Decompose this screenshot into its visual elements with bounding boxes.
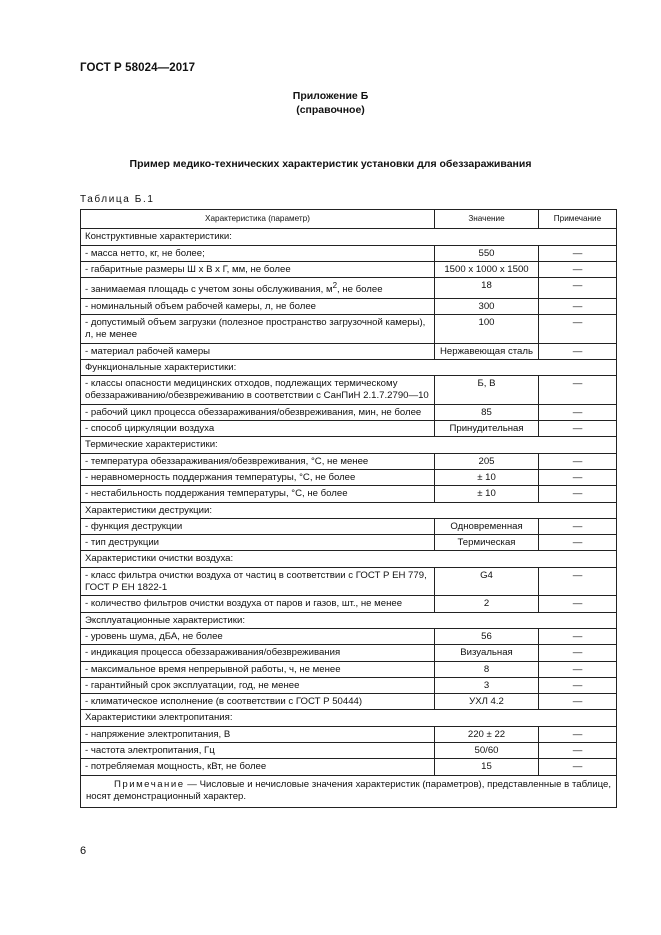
- value-cell: 18: [435, 278, 539, 298]
- characteristic-cell: [81, 535, 435, 551]
- characteristic-label: - неравномерность поддержания температуры, °С, не более: [85, 471, 356, 483]
- note-cell: —: [539, 645, 617, 661]
- unit-superscript: 2: [332, 281, 338, 291]
- value-cell: Термическая: [435, 535, 539, 551]
- characteristic-label: - температура обеззараживания/обезвреживания, °С, не менее: [85, 455, 369, 467]
- characteristic-label: - масса нетто, кг, не более;: [85, 247, 205, 259]
- value-cell: Б, В: [435, 376, 539, 405]
- table-row: [81, 421, 617, 437]
- value-cell: 50/60: [435, 742, 539, 758]
- value-cell: ± 10: [435, 486, 539, 502]
- characteristic-label: - количество фильтров очистки воздуха от паров и газов, шт., не менее: [85, 598, 403, 610]
- value-cell: 220 ± 22: [435, 726, 539, 742]
- table-row: [81, 453, 617, 469]
- table-section-row: [81, 437, 617, 453]
- note-cell: —: [539, 518, 617, 534]
- characteristic-label: - частота электропитания, Гц: [85, 744, 215, 756]
- characteristic-label: - напряжение электропитания, В: [85, 728, 231, 740]
- value-cell: Визуальная: [435, 645, 539, 661]
- note-cell: —: [539, 376, 617, 405]
- characteristic-label: - материал рабочей камеры: [85, 345, 211, 357]
- characteristic-label: - максимальное время непрерывной работы, ч, не менее: [85, 663, 341, 675]
- page-title: Пример медико-технических характеристик установки для обеззараживания: [129, 158, 532, 170]
- characteristics-table: [80, 209, 617, 808]
- characteristic-cell: [81, 726, 435, 742]
- characteristic-cell: [81, 376, 435, 405]
- table-row: [81, 404, 617, 420]
- table-section-row: [81, 710, 617, 726]
- characteristic-cell: [81, 518, 435, 534]
- characteristic-label: - классы опасности медицинских отходов, подлежащих термическому обеззараживанию/обезвреживанию в соответствии с СанПиН 2.1.7.2790—10: [85, 378, 429, 402]
- note-cell: —: [539, 694, 617, 710]
- characteristic-cell: [81, 694, 435, 710]
- characteristic-label: - уровень шума, дБА, не более: [85, 630, 223, 642]
- characteristic-cell: [81, 645, 435, 661]
- value-cell: 300: [435, 298, 539, 314]
- value-cell: 550: [435, 245, 539, 261]
- column-header-characteristic: Характеристика (параметр): [81, 210, 435, 229]
- document-id: ГОСТ Р 58024—2017: [80, 62, 196, 74]
- characteristic-label: - индикация процесса обеззараживания/обезвреживания: [85, 647, 341, 659]
- characteristic-cell: [81, 677, 435, 693]
- note-cell: —: [539, 596, 617, 612]
- note-cell: —: [539, 535, 617, 551]
- characteristic-cell: [81, 404, 435, 420]
- note-cell: —: [539, 245, 617, 261]
- value-cell: УХЛ 4.2: [435, 694, 539, 710]
- value-cell: 205: [435, 453, 539, 469]
- value-cell: Принудительная: [435, 421, 539, 437]
- note-cell: —: [539, 486, 617, 502]
- note-cell: —: [539, 421, 617, 437]
- table-row: [81, 677, 617, 693]
- note-cell: —: [539, 628, 617, 644]
- table-row: [81, 742, 617, 758]
- appendix-subtitle: (справочное): [296, 104, 365, 116]
- table-row: [81, 261, 617, 277]
- table-row: [81, 343, 617, 359]
- table-row: [81, 628, 617, 644]
- table-header-row: [81, 210, 617, 229]
- footnote-label: Примечание: [114, 778, 185, 790]
- characteristic-label: - класс фильтра очистки воздуха от частиц в соответствии с ГОСТ Р ЕН 779, ГОСТ Р ЕН 1822-1: [85, 569, 427, 594]
- footnote-text: — Числовые и нечисловые значения характеристик (параметров), представленные в таблице, носят демонстрационный характер.: [86, 778, 611, 803]
- section-label: Характеристики электропитания:: [81, 710, 617, 726]
- characteristic-label: - способ циркуляции воздуха: [85, 423, 215, 435]
- characteristic-cell: [81, 469, 435, 485]
- value-cell: Одновременная: [435, 518, 539, 534]
- section-label: Характеристики деструкции:: [81, 502, 617, 518]
- table-body: [81, 229, 617, 775]
- note-cell: —: [539, 567, 617, 596]
- characteristic-cell: [81, 421, 435, 437]
- section-label: Характеристики очистки воздуха:: [81, 551, 617, 567]
- note-cell: —: [539, 469, 617, 485]
- table-row: [81, 486, 617, 502]
- note-cell: —: [539, 759, 617, 775]
- table-row: [81, 726, 617, 742]
- table-caption: Таблица Б.1: [80, 194, 155, 205]
- characteristic-cell: [81, 453, 435, 469]
- table-row: [81, 278, 617, 298]
- note-cell: —: [539, 314, 617, 343]
- characteristic-label: - габаритные размеры Ш х В х Г, мм, не более: [85, 263, 291, 275]
- characteristic-cell: [81, 298, 435, 314]
- table-row: [81, 314, 617, 343]
- table-row: [81, 245, 617, 261]
- note-cell: —: [539, 404, 617, 420]
- table-footnote-row: [81, 775, 617, 807]
- column-header-value: Значение: [435, 210, 539, 229]
- note-cell: —: [539, 661, 617, 677]
- characteristic-label: - номинальный объем рабочей камеры, л, не более: [85, 300, 317, 312]
- note-cell: —: [539, 261, 617, 277]
- section-label: Термические характеристики:: [81, 437, 617, 453]
- characteristic-label-tail: , не более: [337, 284, 383, 296]
- value-cell: 3: [435, 677, 539, 693]
- section-label: Конструктивные характеристики:: [81, 229, 617, 245]
- value-cell: G4: [435, 567, 539, 596]
- note-cell: —: [539, 298, 617, 314]
- table-row: [81, 469, 617, 485]
- characteristic-cell: [81, 261, 435, 277]
- value-cell: 56: [435, 628, 539, 644]
- value-cell: 1500 х 1000 х 1500: [435, 261, 539, 277]
- value-cell: 8: [435, 661, 539, 677]
- note-cell: —: [539, 742, 617, 758]
- characteristic-cell: [81, 567, 435, 596]
- table-section-row: [81, 229, 617, 245]
- section-label: Эксплуатационные характеристики:: [81, 612, 617, 628]
- value-cell: 100: [435, 314, 539, 343]
- appendix-heading: [0, 89, 661, 117]
- table-section-row: [81, 612, 617, 628]
- value-cell: 85: [435, 404, 539, 420]
- characteristic-cell: [81, 486, 435, 502]
- table-row: [81, 759, 617, 775]
- value-cell: 2: [435, 596, 539, 612]
- table-row: [81, 376, 617, 405]
- note-cell: —: [539, 343, 617, 359]
- characteristic-label: - рабочий цикл процесса обеззараживания/обезвреживания, мин, не более: [85, 406, 422, 418]
- table-row: [81, 518, 617, 534]
- table-row: [81, 645, 617, 661]
- value-cell: ± 10: [435, 469, 539, 485]
- characteristic-cell: [81, 245, 435, 261]
- characteristic-label: - гарантийный срок эксплуатации, год, не менее: [85, 679, 300, 691]
- characteristic-label: - нестабильность поддержания температуры, °С, не более: [85, 488, 348, 500]
- characteristic-cell: [81, 596, 435, 612]
- characteristic-label: - занимаемая площадь с учетом зоны обслуживания, м: [85, 284, 333, 296]
- characteristic-cell: [81, 343, 435, 359]
- characteristic-label: - допустимый объем загрузки (полезное пространство загрузочной камеры), л, не менее: [85, 316, 426, 341]
- table-row: [81, 661, 617, 677]
- characteristic-cell: [81, 314, 435, 343]
- table-row: [81, 694, 617, 710]
- characteristic-cell: [81, 628, 435, 644]
- characteristic-cell: [81, 278, 435, 298]
- value-cell: 15: [435, 759, 539, 775]
- table-row: [81, 535, 617, 551]
- characteristic-cell: [81, 759, 435, 775]
- characteristic-label: - функция деструкции: [85, 520, 183, 532]
- table-section-row: [81, 551, 617, 567]
- characteristic-label: - климатическое исполнение (в соответствии с ГОСТ Р 50444): [85, 696, 363, 708]
- page-number: 6: [80, 845, 87, 857]
- table-row: [81, 298, 617, 314]
- note-cell: —: [539, 726, 617, 742]
- appendix-title: Приложение Б: [292, 90, 369, 102]
- note-cell: —: [539, 677, 617, 693]
- table-section-row: [81, 502, 617, 518]
- characteristic-cell: [81, 742, 435, 758]
- note-cell: —: [539, 278, 617, 298]
- table-footnote: [81, 775, 617, 807]
- table-row: [81, 596, 617, 612]
- table-row: [81, 567, 617, 596]
- characteristic-cell: [81, 661, 435, 677]
- characteristic-label: - потребляемая мощность, кВт, не более: [85, 761, 267, 773]
- note-cell: —: [539, 453, 617, 469]
- section-label: Функциональные характеристики:: [81, 359, 617, 375]
- table-section-row: [81, 359, 617, 375]
- column-header-note: Примечание: [539, 210, 617, 229]
- characteristic-label: - тип деструкции: [85, 537, 160, 549]
- value-cell: Нержавеющая сталь: [435, 343, 539, 359]
